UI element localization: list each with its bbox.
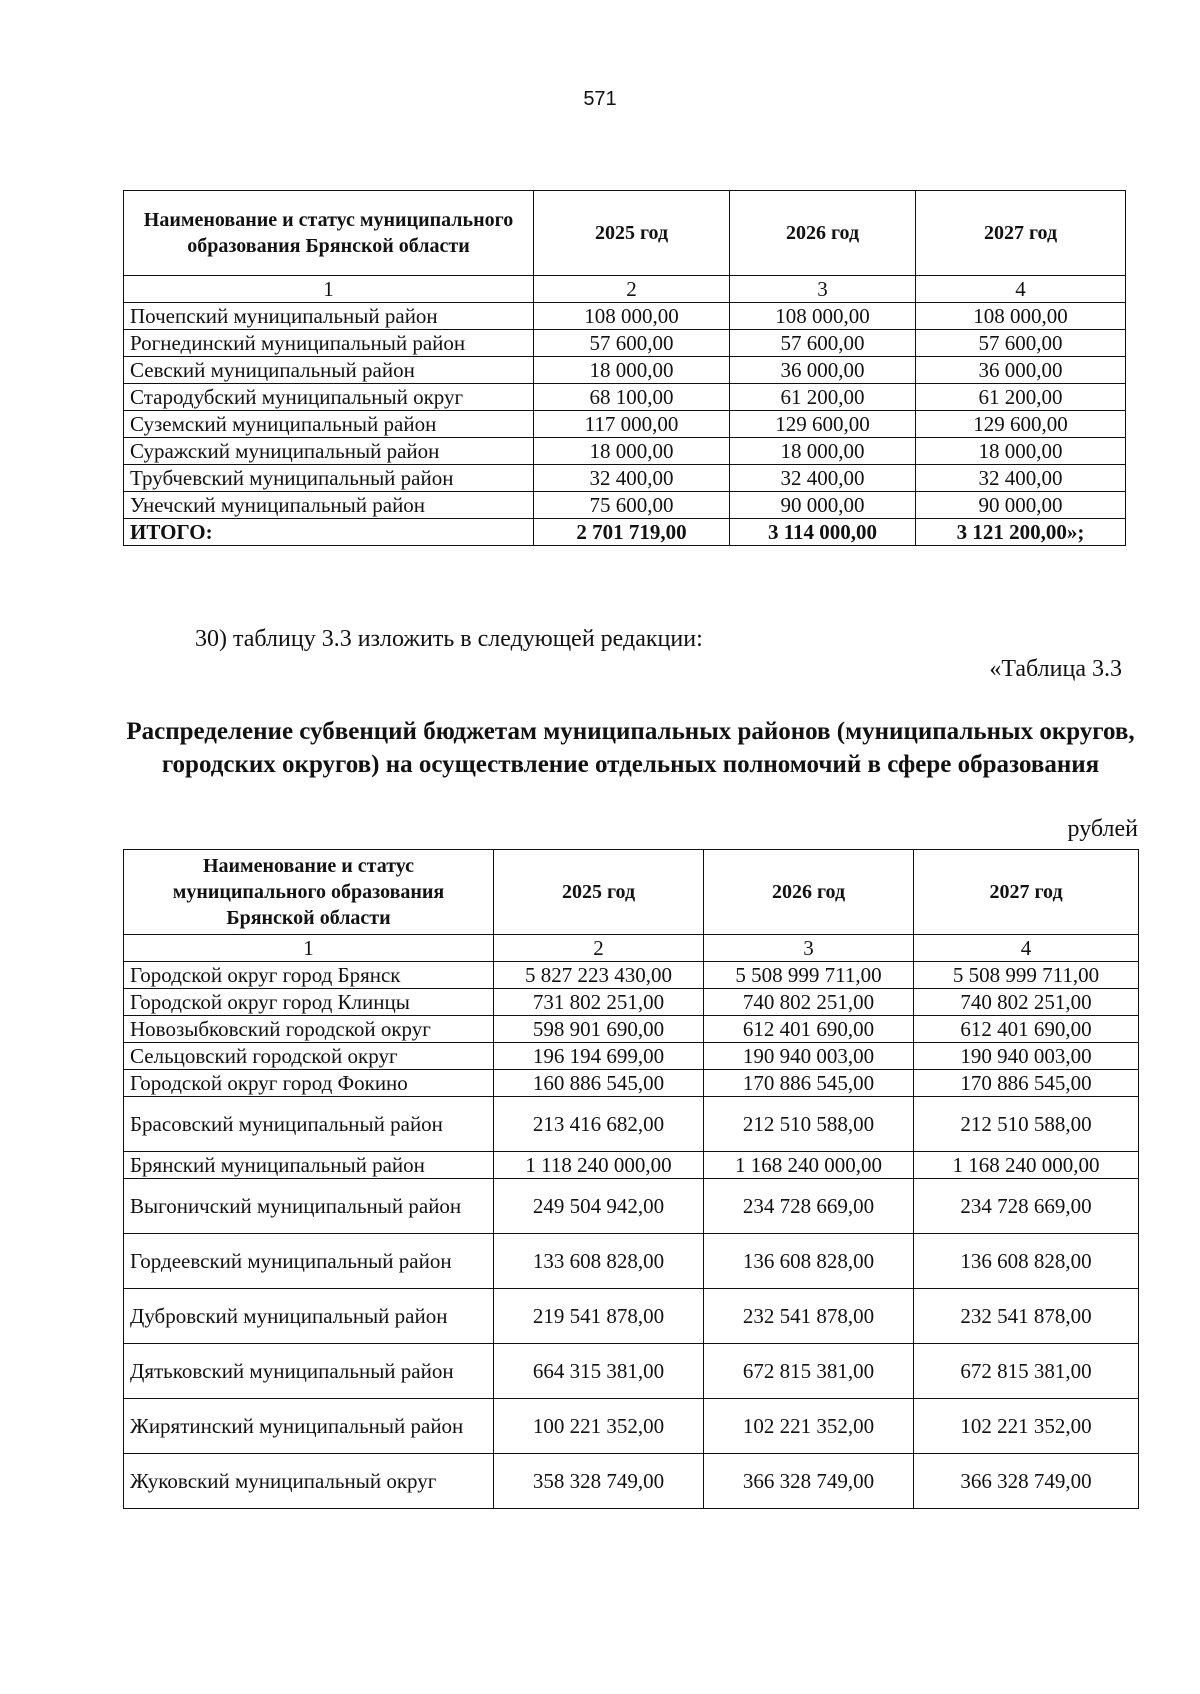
table-row [124,1289,1139,1344]
municipality-name: Гордеевский муниципальный район [124,1234,494,1289]
page-number: 571 [583,88,617,110]
table-row [124,1097,1139,1152]
value-2027: 672 815 381,00 [914,1344,1139,1399]
municipality-name: Сельцовский городской округ [124,1043,494,1070]
value-2027: 190 940 003,00 [914,1043,1139,1070]
value-2026: 36 000,00 [730,357,916,384]
total-2026: 3 114 000,00 [730,519,916,546]
value-2025: 133 608 828,00 [494,1234,704,1289]
value-2026: 366 328 749,00 [704,1454,914,1509]
municipality-name: Городской округ город Клинцы [124,989,494,1016]
total-label: ИТОГО: [124,519,534,546]
municipality-name: Городской округ город Фокино [124,1070,494,1097]
value-2025: 108 000,00 [534,303,730,330]
value-2026: 234 728 669,00 [704,1179,914,1234]
municipality-name: Трубчевский муниципальный район [124,465,534,492]
amendment-instruction: 30) таблицу 3.3 изложить в следующей редакции: [195,626,703,652]
total-row [124,519,1126,546]
municipality-name: Дятьковский муниципальный район [124,1344,494,1399]
municipal-allocation-table-continued [123,190,1126,546]
value-2026: 190 940 003,00 [704,1043,914,1070]
value-2025: 100 221 352,00 [494,1399,704,1454]
value-2026: 90 000,00 [730,492,916,519]
value-2026: 1 168 240 000,00 [704,1152,914,1179]
table-row [124,962,1139,989]
municipality-name: Брасовский муниципальный район [124,1097,494,1152]
total-2027: 3 121 200,00»; [916,519,1126,546]
value-2025: 57 600,00 [534,330,730,357]
value-2025: 75 600,00 [534,492,730,519]
table-row [124,330,1126,357]
value-2025: 18 000,00 [534,357,730,384]
table-header-row [124,191,1126,276]
value-2026: 108 000,00 [730,303,916,330]
value-2026: 57 600,00 [730,330,916,357]
value-2026: 612 401 690,00 [704,1016,914,1043]
value-2027: 5 508 999 711,00 [914,962,1139,989]
value-2025: 160 886 545,00 [494,1070,704,1097]
column-index: 2 [534,276,730,303]
value-2025: 598 901 690,00 [494,1016,704,1043]
value-2025: 249 504 942,00 [494,1179,704,1234]
table-row [124,357,1126,384]
table-row [124,411,1126,438]
table-row [124,1399,1139,1454]
table-row [124,438,1126,465]
value-2026: 61 200,00 [730,384,916,411]
value-2025: 32 400,00 [534,465,730,492]
value-2026: 129 600,00 [730,411,916,438]
column-index: 4 [916,276,1126,303]
table-row [124,1454,1139,1509]
municipality-name: Суражский муниципальный район [124,438,534,465]
value-2026: 136 608 828,00 [704,1234,914,1289]
municipality-name: Выгоничский муниципальный район [124,1179,494,1234]
column-index: 4 [914,935,1139,962]
column-header: Наименование и статус муниципального образования Брянской области [124,850,494,935]
column-header: 2025 год [534,191,730,276]
table-row [124,384,1126,411]
municipality-name: Суземский муниципальный район [124,411,534,438]
table-row [124,303,1126,330]
value-2027: 1 168 240 000,00 [914,1152,1139,1179]
table-row [124,1234,1139,1289]
municipality-name: Стародубский муниципальный округ [124,384,534,411]
column-index: 1 [124,935,494,962]
value-2025: 18 000,00 [534,438,730,465]
table-row [124,1344,1139,1399]
value-2027: 136 608 828,00 [914,1234,1139,1289]
value-2026: 102 221 352,00 [704,1399,914,1454]
value-2026: 32 400,00 [730,465,916,492]
table-reference: «Таблица 3.3 [989,656,1122,682]
column-index: 2 [494,935,704,962]
column-header: 2025 год [494,850,704,935]
value-2025: 358 328 749,00 [494,1454,704,1509]
table-row [124,989,1139,1016]
value-2025: 731 802 251,00 [494,989,704,1016]
value-2027: 32 400,00 [916,465,1126,492]
value-2027: 212 510 588,00 [914,1097,1139,1152]
table-row [124,1016,1139,1043]
value-2025: 196 194 699,00 [494,1043,704,1070]
value-2027: 108 000,00 [916,303,1126,330]
total-2025: 2 701 719,00 [534,519,730,546]
table-row [124,1070,1139,1097]
value-2027: 102 221 352,00 [914,1399,1139,1454]
table-row [124,1152,1139,1179]
value-2027: 90 000,00 [916,492,1126,519]
value-2026: 5 508 999 711,00 [704,962,914,989]
value-2025: 213 416 682,00 [494,1097,704,1152]
value-2026: 18 000,00 [730,438,916,465]
table-row [124,1179,1139,1234]
value-2025: 664 315 381,00 [494,1344,704,1399]
municipality-name: Почепский муниципальный район [124,303,534,330]
table-row [124,492,1126,519]
value-2027: 232 541 878,00 [914,1289,1139,1344]
currency-units: рублей [1067,816,1138,842]
municipality-name: Дубровский муниципальный район [124,1289,494,1344]
municipality-name: Жуковский муниципальный округ [124,1454,494,1509]
value-2027: 129 600,00 [916,411,1126,438]
value-2027: 61 200,00 [916,384,1126,411]
column-index: 3 [730,276,916,303]
table-row [124,465,1126,492]
value-2026: 672 815 381,00 [704,1344,914,1399]
column-header: 2026 год [704,850,914,935]
column-header: Наименование и статус муниципального образования Брянской области [124,191,534,276]
municipality-name: Жирятинский муниципальный район [124,1399,494,1454]
column-index: 3 [704,935,914,962]
table-row [124,1043,1139,1070]
column-header: 2027 год [916,191,1126,276]
municipality-name: Севский муниципальный район [124,357,534,384]
education-subventions-table [123,849,1139,1509]
municipality-name: Унечский муниципальный район [124,492,534,519]
column-index-row [124,276,1126,303]
column-index: 1 [124,276,534,303]
value-2025: 1 118 240 000,00 [494,1152,704,1179]
column-header: 2027 год [914,850,1139,935]
value-2026: 740 802 251,00 [704,989,914,1016]
value-2027: 234 728 669,00 [914,1179,1139,1234]
municipality-name: Брянский муниципальный район [124,1152,494,1179]
value-2027: 740 802 251,00 [914,989,1139,1016]
value-2027: 57 600,00 [916,330,1126,357]
value-2025: 117 000,00 [534,411,730,438]
municipality-name: Городской округ город Брянск [124,962,494,989]
value-2027: 36 000,00 [916,357,1126,384]
value-2026: 212 510 588,00 [704,1097,914,1152]
value-2025: 68 100,00 [534,384,730,411]
column-index-row [124,935,1139,962]
value-2027: 170 886 545,00 [914,1070,1139,1097]
value-2025: 5 827 223 430,00 [494,962,704,989]
municipality-name: Рогнединский муниципальный район [124,330,534,357]
municipality-name: Новозыбковский городской округ [124,1016,494,1043]
value-2027: 612 401 690,00 [914,1016,1139,1043]
table-caption: Распределение субвенций бюджетам муниципальных районов (муниципальных округов, городских округов) на осуществление отдельных полномочий в сфере образования [126,718,1135,778]
value-2026: 232 541 878,00 [704,1289,914,1344]
value-2026: 170 886 545,00 [704,1070,914,1097]
table-header-row [124,850,1139,935]
column-header: 2026 год [730,191,916,276]
value-2027: 18 000,00 [916,438,1126,465]
value-2025: 219 541 878,00 [494,1289,704,1344]
value-2027: 366 328 749,00 [914,1454,1139,1509]
